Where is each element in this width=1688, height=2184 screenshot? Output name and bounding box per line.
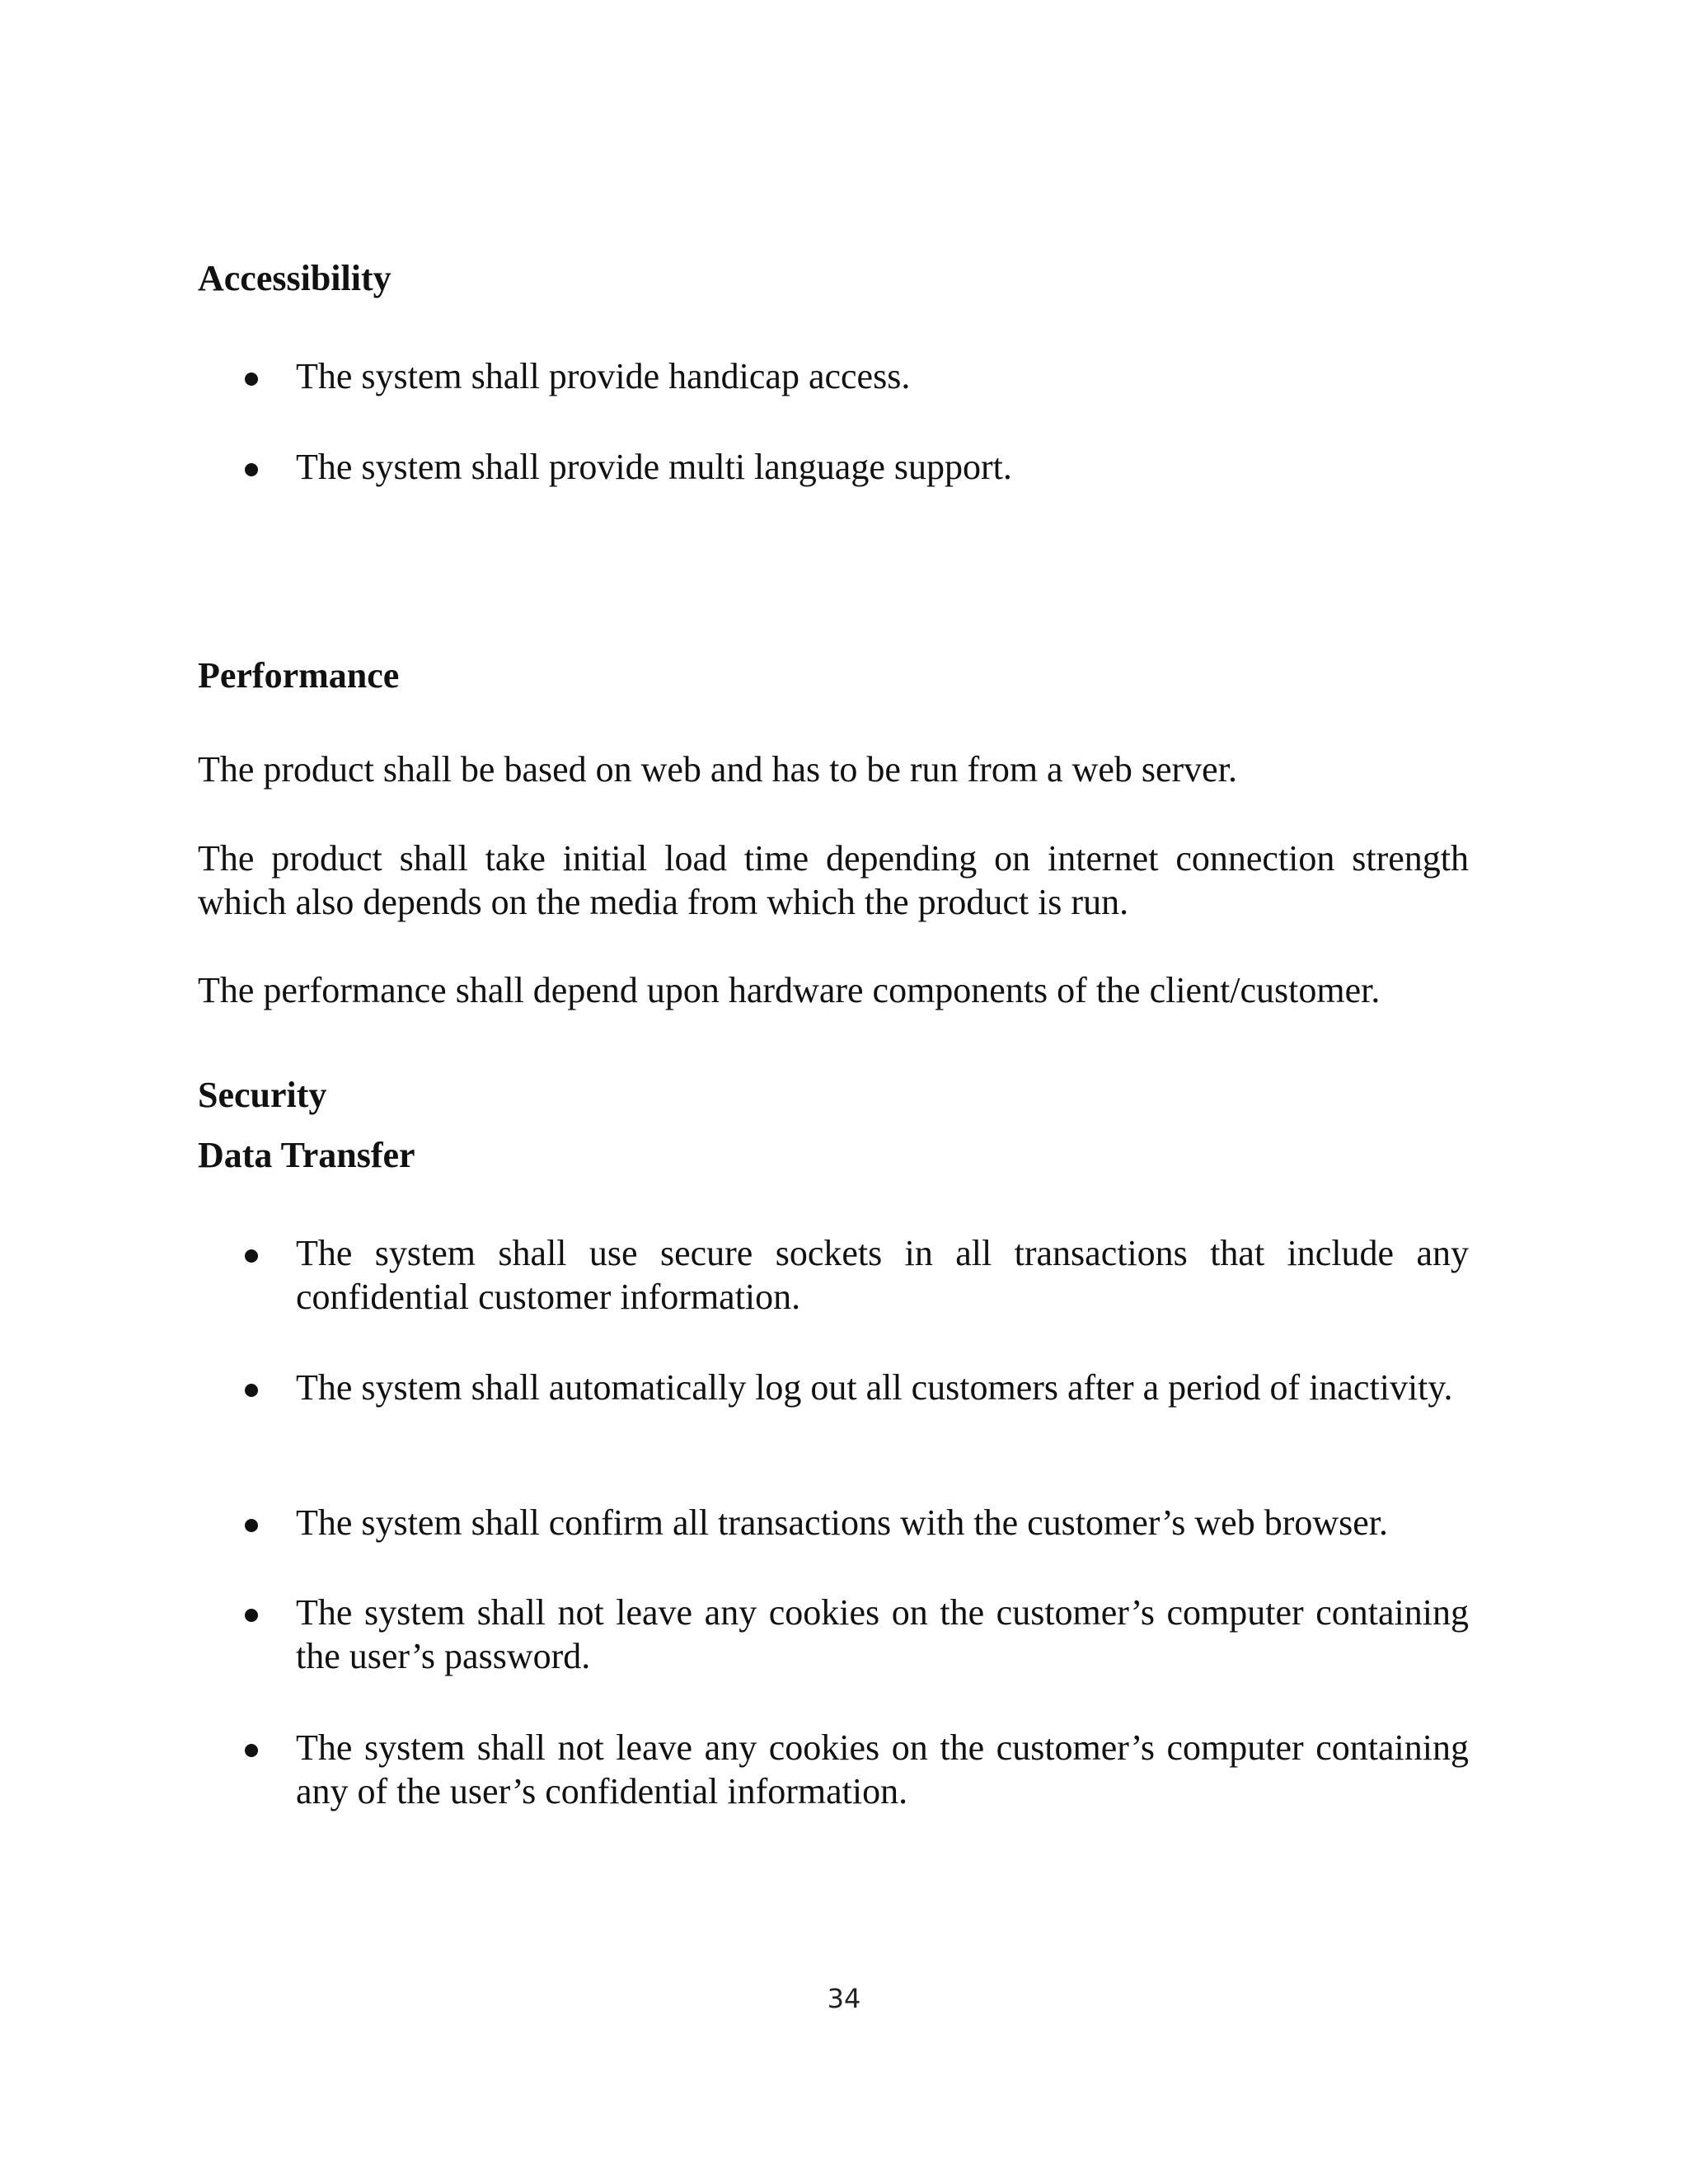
list-item-text: The system shall provide multi language support. [296, 447, 1012, 487]
list-item-text: The system shall not leave any cookies on the customer’s computer containing any of the user’s confidential information. [296, 1727, 1469, 1811]
list-item-text: The system shall use secure sockets in all transactions that include any confidential customer information. [296, 1233, 1469, 1317]
list-item-text: The system shall confirm all transactions with the customer’s web browser. [296, 1502, 1389, 1543]
bullet-icon [245, 463, 258, 476]
list-item-text: The system shall automatically log out all customers after a period of inactivity. [296, 1367, 1453, 1408]
list-item-text: The system shall provide handicap access. [296, 356, 911, 396]
heading-performance: Performance [198, 655, 400, 696]
bullet-icon [245, 1249, 258, 1263]
bullet-icon [245, 1609, 258, 1622]
paragraph: The product shall be based on web and has to be run from a web server. [198, 749, 1237, 790]
bullet-icon [245, 1744, 258, 1757]
list-item-text: The system shall not leave any cookies on the customer’s computer containing the user’s password. [296, 1592, 1469, 1676]
bullet-icon [245, 1384, 258, 1397]
paragraph: The product shall take initial load time depending on internet connection strength which also depends on the media from which the product is run. [198, 838, 1469, 922]
subheading-data-transfer: Data Transfer [198, 1135, 415, 1175]
bullet-icon [245, 1519, 258, 1532]
heading-security: Security [198, 1075, 327, 1115]
paragraph: The performance shall depend upon hardware components of the client/customer. [198, 970, 1381, 1010]
page-number: 34 [827, 1983, 861, 2014]
heading-accessibility: Accessibility [198, 258, 392, 298]
bullet-icon [245, 373, 258, 386]
